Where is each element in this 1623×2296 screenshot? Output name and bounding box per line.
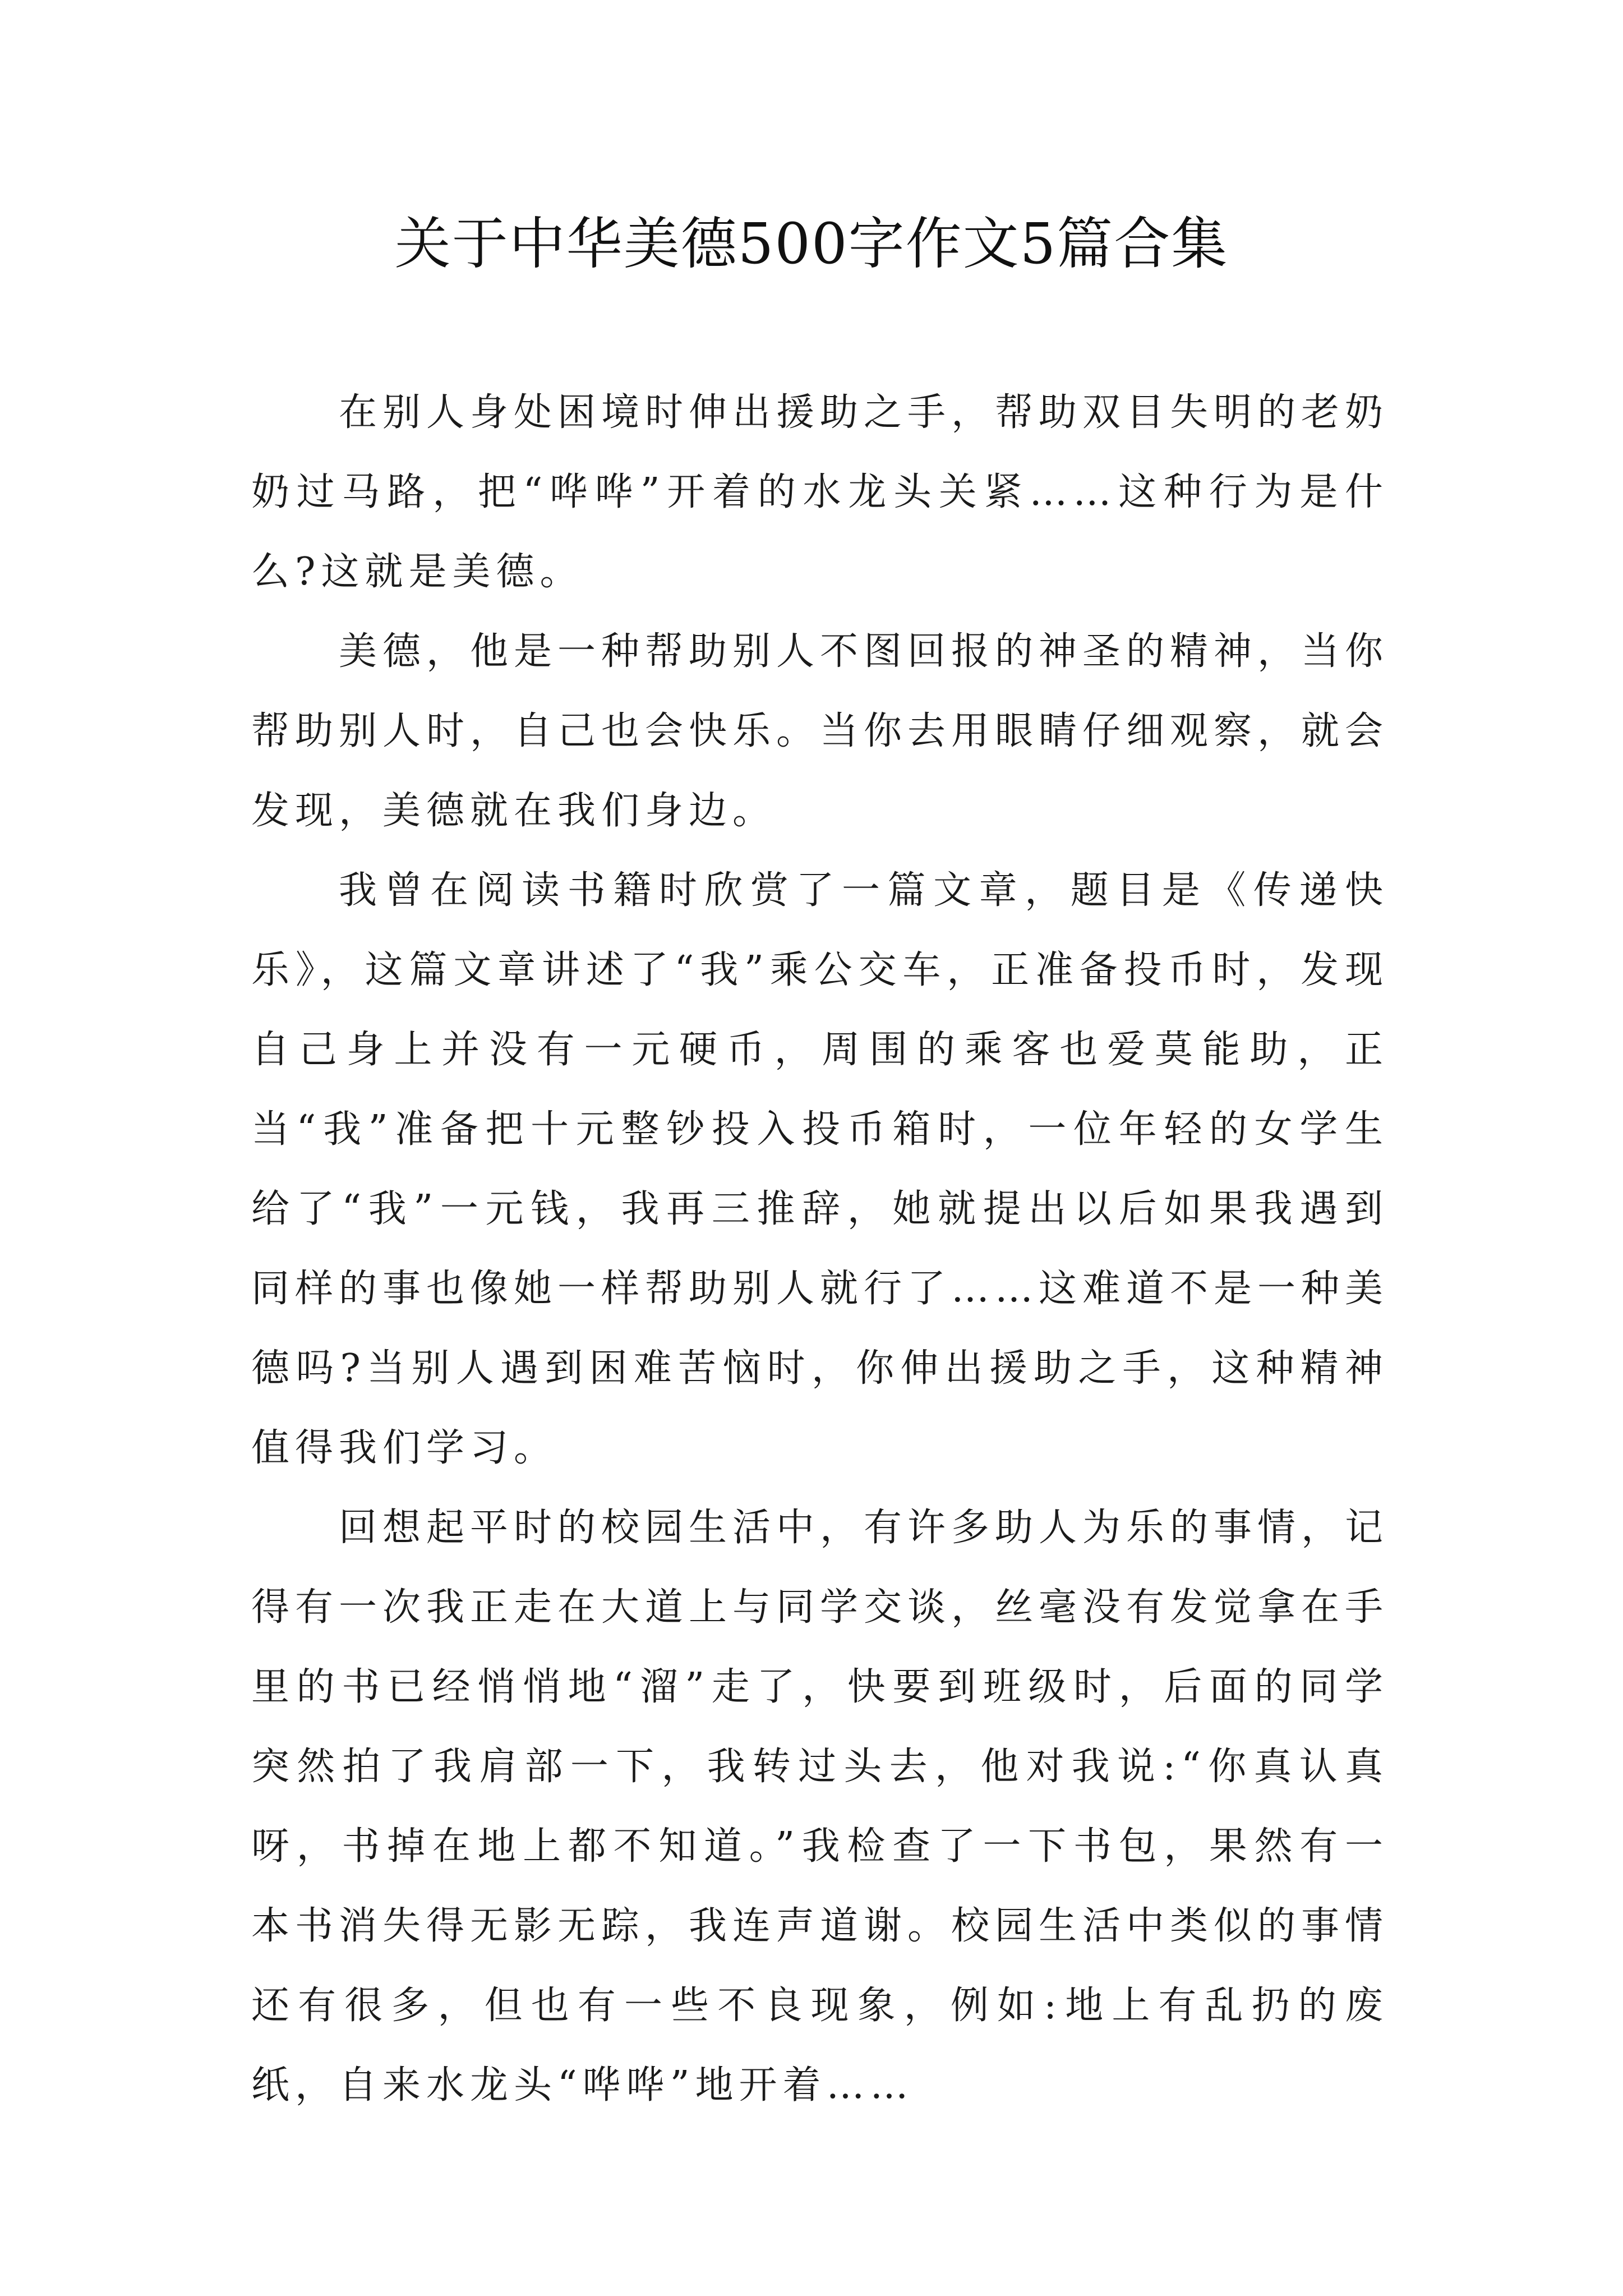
paragraph-2: 美德，他是一种帮助别人不图回报的神圣的精神，当你帮助别人时，自己也会快乐。当你去用眼睛仔细观察，就会发现，美德就在我们身边。 xyxy=(251,629,1389,833)
document-title: 关于中华美德500字作文5篇合集 xyxy=(394,211,1229,277)
paragraph-4: 回想起平时的校园生活中，有许多助人为乐的事情，记得有一次我正走在大道上与同学交谈，丝毫没有发觉拿在手里的书已经悄悄地“溜”走了，快要到班级时，后面的同学突然拍了我肩部一下，我转过头去，他对我说:“你真认真呀，书掉在地上都不知道。”我检查了一下书包，果然有一本书消失得无影无踪，我连声道谢。校园生活中类似的事情还有很多，但也有一些不良现象，例如:地上有乱扔的废纸，自来水龙头“哗哗”地开着…… xyxy=(251,1506,1389,2108)
paragraph-1: 在别人身处困境时伸出援助之手，帮助双目失明的老奶奶过马路，把“哗哗”开着的水龙头关紧……这种行为是什么?这就是美德。 xyxy=(251,390,1389,594)
paragraph-3: 我曾在阅读书籍时欣赏了一篇文章，题目是《传递快乐》，这篇文章讲述了“我”乘公交车，正准备投币时，发现自己身上并没有一元硬币，周围的乘客也爱莫能助，正当“我”准备把十元整钞投入投币箱时，一位年轻的女学生给了“我”一元钱，我再三推辞，她就提出以后如果我遇到同样的事也像她一样帮助别人就行了……这难道不是一种美德吗?当别人遇到困难苦恼时，你伸出援助之手，这种精神值得我们学习。 xyxy=(251,868,1389,1470)
document-body xyxy=(251,373,1389,2125)
